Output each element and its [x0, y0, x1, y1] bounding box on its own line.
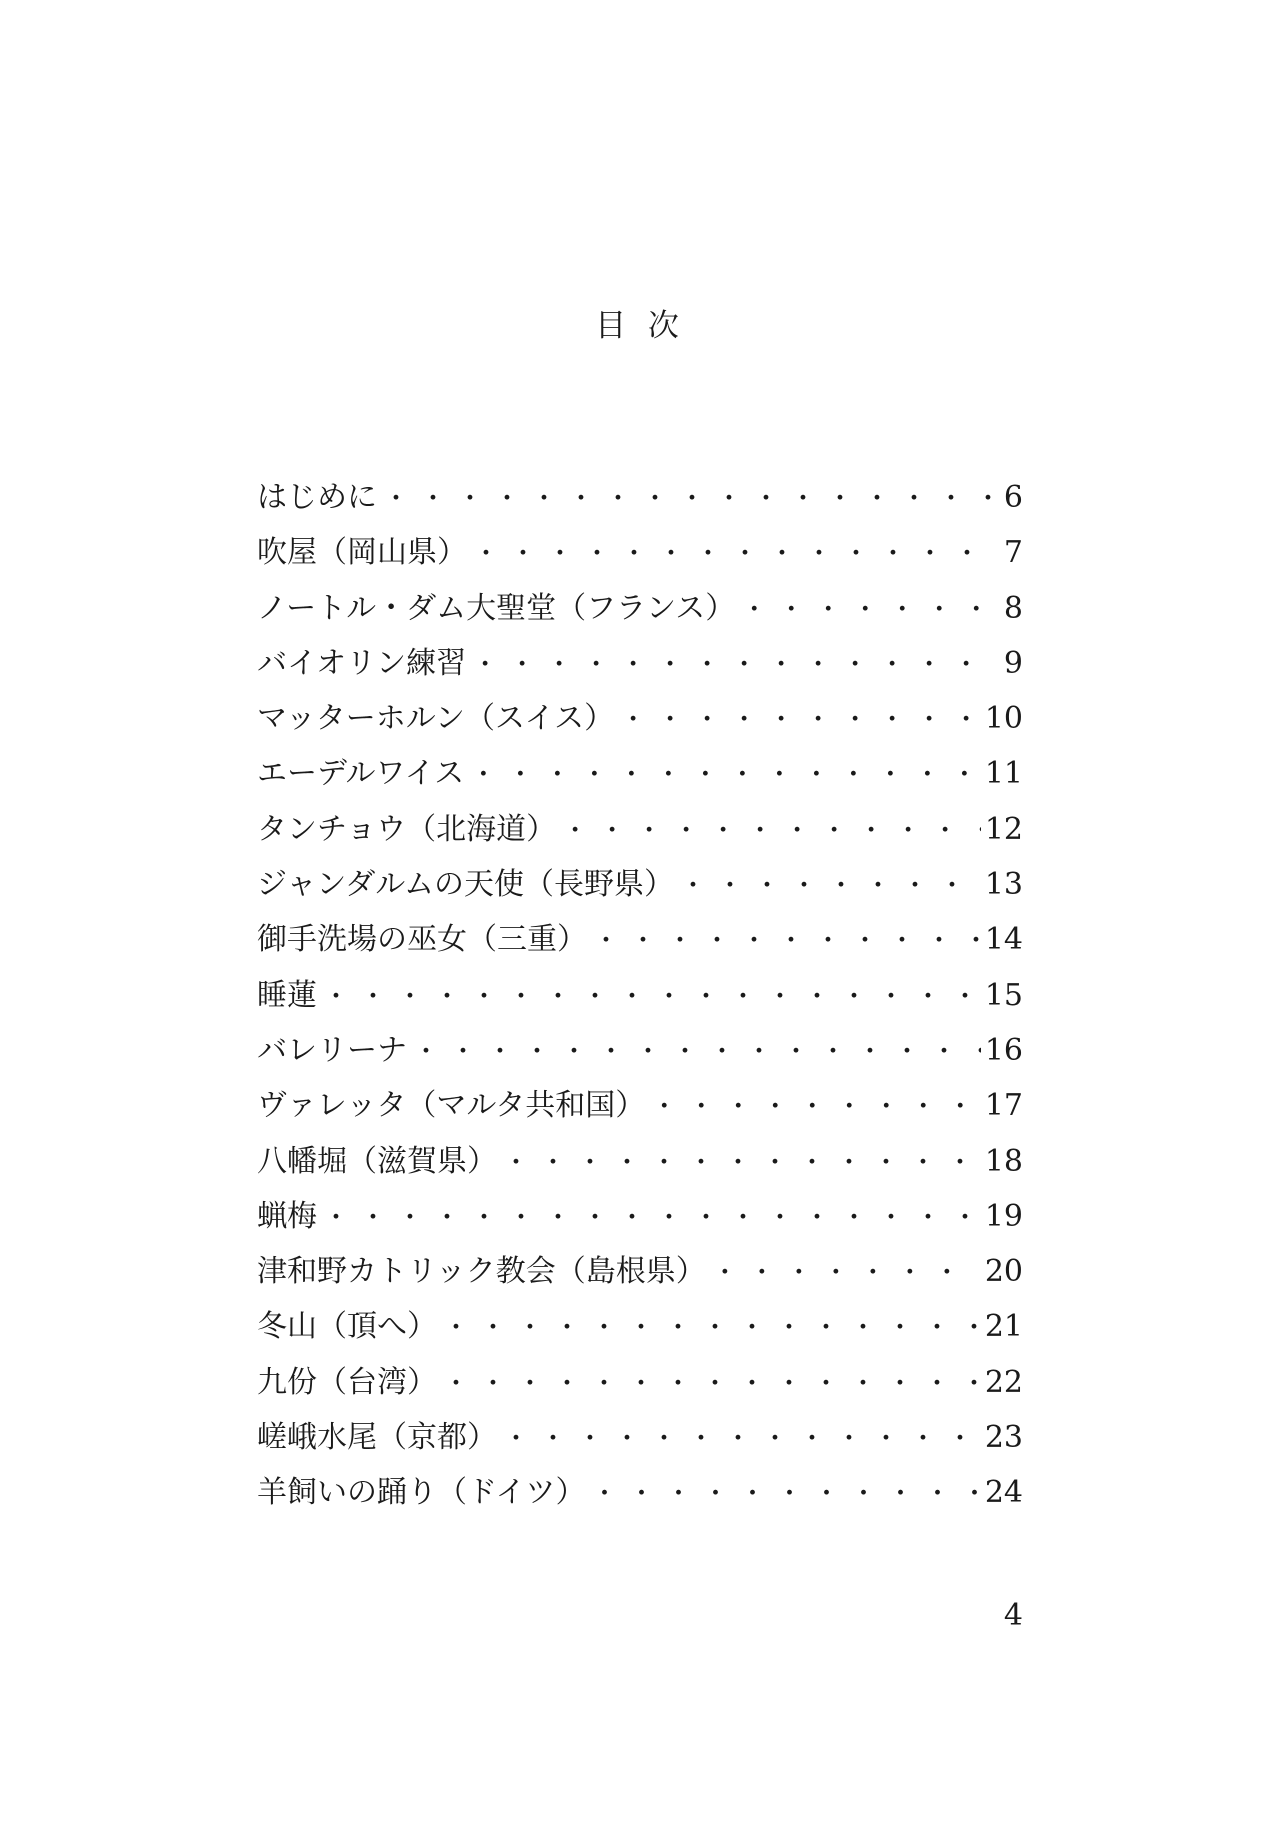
toc-entry-page: 6: [1003, 480, 1023, 515]
toc-entry: [257, 636, 1023, 691]
toc-entry-label: バイオリン練習: [257, 645, 467, 681]
toc-entry-page: 15: [984, 977, 1023, 1013]
toc-entry: [257, 470, 1023, 525]
toc-entry-label: 嵯峨水尾（京都）: [257, 1420, 497, 1456]
toc-leader-dots: [680, 859, 981, 914]
toc-leader-dots: [323, 970, 981, 1025]
toc-entry-label: 御手洗場の巫女（三重）: [257, 922, 587, 958]
toc-leader-dots: [473, 527, 997, 582]
toc-entry: [257, 746, 1023, 801]
toc-entry-label: 九份（台湾）: [257, 1364, 437, 1400]
toc-leader-dots: [443, 1301, 981, 1356]
toc-entry-page: 22: [984, 1364, 1023, 1400]
toc-entry-label: 蝋梅: [257, 1198, 317, 1234]
toc-entry-page: 8: [1003, 590, 1023, 626]
toc-entry-label: 津和野カトリック教会（島根県）: [257, 1254, 706, 1290]
toc-entry-page: 21: [984, 1309, 1023, 1345]
toc-entry: [257, 1134, 1023, 1189]
toc-entry-page: 10: [984, 701, 1023, 737]
toc-leader-dots: [593, 914, 981, 969]
toc-entry-label: タンチョウ（北海道）: [257, 811, 557, 847]
toc-leader-dots: [413, 1025, 981, 1080]
toc-leader-dots: [741, 583, 997, 638]
toc-leader-dots: [592, 1467, 981, 1522]
toc-entry-page: 7: [1003, 535, 1023, 571]
toc-leader-dots: [712, 1246, 981, 1301]
toc-entry: [257, 1410, 1023, 1465]
toc-entry: [257, 1023, 1023, 1078]
toc-entry-label: ジャンダルムの天使（長野県）: [257, 867, 674, 903]
toc-entry-label: 冬山（頂へ）: [257, 1309, 437, 1345]
toc-entry-label: マッターホルン（スイス）: [257, 701, 615, 737]
toc-entry: [257, 525, 1023, 580]
toc-leader-dots: [620, 693, 981, 748]
toc-entry: [257, 1355, 1023, 1410]
page-number: 4: [1003, 1598, 1023, 1633]
toc-leader-dots: [443, 1357, 981, 1412]
toc-entry: [257, 1078, 1023, 1133]
toc-entry-page: 24: [984, 1475, 1023, 1511]
toc-entry: [257, 1299, 1023, 1354]
toc-entry: [257, 857, 1023, 912]
toc-entry-label: 羊飼いの踊り（ドイツ）: [257, 1475, 586, 1511]
toc-entry: [257, 691, 1023, 746]
toc-leader-dots: [503, 1412, 981, 1467]
toc-leader-dots: [470, 748, 981, 803]
toc-entry-page: 13: [984, 867, 1023, 903]
toc-entry-page: 16: [984, 1032, 1023, 1068]
toc-entry: [257, 802, 1023, 857]
toc-leader-dots: [651, 1080, 981, 1135]
toc-entry: [257, 968, 1023, 1023]
toc-leader-dots: [383, 472, 997, 527]
toc-entry: [257, 912, 1023, 967]
toc-entry-page: 20: [984, 1254, 1023, 1290]
toc-entry: [257, 581, 1023, 636]
toc-leader-dots: [503, 1136, 981, 1191]
toc-entry: [257, 1244, 1023, 1299]
toc-entry-label: 吹屋（岡山県）: [257, 535, 467, 571]
toc-leader-dots: [562, 804, 981, 859]
toc-entry-label: ノートル・ダム大聖堂（フランス）: [257, 590, 736, 626]
toc-entry-page: 17: [984, 1088, 1023, 1124]
toc-entry-page: 23: [984, 1420, 1023, 1456]
toc-entry-label: はじめに: [257, 480, 377, 515]
toc-entry-label: ヴァレッタ（マルタ共和国）: [257, 1088, 646, 1124]
toc-leader-dots: [323, 1191, 981, 1246]
toc-entry-page: 11: [984, 756, 1023, 792]
page-title: 目 次: [595, 308, 685, 344]
table-of-contents: [257, 470, 1023, 1521]
toc-entry: [257, 1189, 1023, 1244]
toc-entry-page: 19: [984, 1198, 1023, 1234]
toc-entry-label: エーデルワイス: [257, 756, 465, 792]
toc-entry: [257, 1465, 1023, 1520]
toc-entry-page: 12: [984, 811, 1023, 847]
toc-entry-label: 八幡堀（滋賀県）: [257, 1143, 497, 1179]
toc-entry-label: バレリーナ: [257, 1032, 407, 1068]
toc-entry-page: 9: [1003, 645, 1023, 681]
toc-entry-page: 14: [984, 922, 1023, 958]
toc-entry-label: 睡蓮: [257, 977, 317, 1013]
toc-leader-dots: [472, 638, 997, 693]
toc-entry-page: 18: [984, 1143, 1023, 1179]
